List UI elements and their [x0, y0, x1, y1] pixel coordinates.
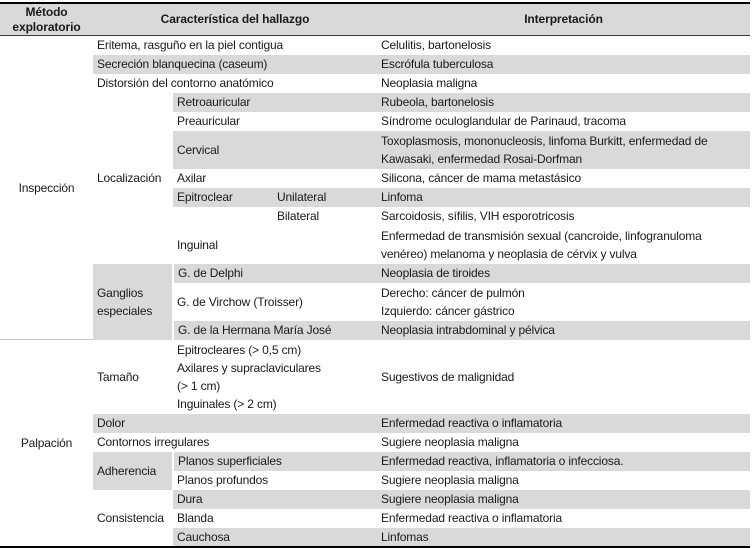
table-row — [0, 340, 750, 414]
cell-finding: Cauchosa — [173, 528, 377, 547]
cell-interpretation: Sugiere neoplasia maligna — [377, 490, 750, 509]
cell-interpretation: Enfermedad de transmisión sexual (cancroide, linfogranuloma venéreo) melanoma y neoplasia de cérvix y vulva — [381, 228, 702, 261]
cell-finding: Inguinal — [177, 237, 218, 252]
cell-interpretation: Enfermedad reactiva, inflamatoria o infecciosa. — [377, 452, 750, 471]
cell-group-tamano: Tamaño — [97, 369, 139, 384]
text-line: Izquierdo: cáncer gástrico — [381, 303, 515, 318]
text-line: (> 1 cm) — [177, 378, 221, 393]
cell-interpretation: Neoplasia de tiroides — [377, 264, 750, 283]
cell-interpretation: Escrófula tuberculosa — [377, 55, 750, 74]
text-line: Derecho: cáncer de pulmón — [381, 285, 525, 300]
cell-interpretation: Sugestivos de malignidad — [381, 369, 515, 384]
cell-interpretation: Rubeola, bartonelosis — [377, 93, 750, 112]
cell-finding: Planos superficiales — [173, 452, 377, 471]
table-row — [0, 490, 750, 509]
cell-finding: Axilar — [177, 171, 207, 185]
cell-laterality: Bilateral — [277, 209, 320, 223]
cell-finding — [173, 340, 377, 414]
text-line: Epitrocleares (> 0,5 cm) — [177, 342, 302, 357]
cell-finding: Secreción blanquecina (caseum) — [93, 55, 377, 74]
table-row — [0, 264, 750, 283]
cell-interpretation: Neoplasia maligna — [381, 76, 478, 90]
table-row — [0, 93, 750, 112]
cell-interpretation: Celulitis, bartonelosis — [381, 38, 491, 53]
text-line: Axilares y supraclaviculares — [177, 360, 321, 375]
text-line: Inguinales (> 2 cm) — [177, 396, 277, 411]
cell-interpretation: Síndrome oculoglandular de Parinaud, tracoma — [381, 114, 626, 128]
cell-finding: Dura — [173, 490, 377, 509]
cell-interpretation: Linfoma — [377, 188, 750, 207]
table-header-row — [0, 3, 750, 36]
cell-interpretation: Sugiere neoplasia maligna — [381, 473, 519, 487]
cell-interpretation: Silicona, cáncer de mama metastásico — [381, 171, 582, 185]
cell-finding: Epitroclear — [173, 188, 273, 207]
cell-interpretation: Toxoplasmosis, mononucleosis, linfoma Burkitt, enfermedad de Kawasaki, enfermedad Rosai-Dorfman — [377, 131, 750, 169]
cell-interpretation — [377, 283, 750, 321]
cell-finding: Eritema, rasguño en la piel contigua — [97, 38, 284, 53]
cell-method-inspeccion: Inspección — [0, 36, 93, 340]
cell-group-adherencia: Adherencia — [93, 452, 173, 490]
cell-interpretation: Enfermedad reactiva o inflamatoria — [377, 414, 750, 433]
cell-empty — [173, 207, 273, 226]
cell-finding: Preauricular — [177, 114, 240, 128]
cell-finding: Dolor — [93, 414, 377, 433]
cell-finding: Retroauricular — [173, 93, 377, 112]
table-row — [0, 55, 750, 74]
cell-group-consistencia: Consistencia — [97, 510, 164, 525]
cell-group-ganglios: Ganglios especiales — [93, 264, 173, 340]
cell-interpretation: Neoplasia intrabdominal y pélvica — [377, 321, 750, 340]
cell-finding: G. de Delphi — [173, 264, 377, 283]
cell-interpretation: Enfermedad reactiva o inflamatoria — [381, 511, 562, 525]
cell-method-palpacion: Palpación — [0, 340, 93, 547]
exam-findings-table — [0, 2, 750, 548]
table-row — [0, 414, 750, 433]
table-row — [0, 74, 750, 93]
cell-finding: Distorsión del contorno anatómico — [97, 76, 274, 90]
cell-interpretation: Sugiere neoplasia maligna — [381, 435, 519, 449]
cell-finding: G. de Virchow (Troisser) — [177, 294, 303, 309]
cell-interpretation: Linfomas — [377, 528, 750, 547]
table-row — [0, 433, 750, 452]
header-cell-method: Método exploratorio — [0, 3, 93, 36]
cell-group-localizacion: Localización — [97, 171, 162, 185]
header-cell-interpretation: Interpretación — [377, 3, 750, 36]
cell-finding: G. de la Hermana María José — [173, 321, 377, 340]
cell-finding: Cervical — [173, 131, 377, 169]
cell-laterality: Unilateral — [273, 188, 377, 207]
cell-finding: Contornos irregulares — [97, 435, 210, 449]
cell-interpretation: Sarcoidosis, sífilis, VIH esporotricosis — [381, 209, 575, 223]
header-cell-finding: Característica del hallazgo — [93, 3, 377, 36]
table-row — [0, 452, 750, 471]
cell-finding: Planos profundos — [177, 473, 268, 487]
cell-finding: Blanda — [177, 511, 214, 525]
table-row — [0, 36, 750, 55]
